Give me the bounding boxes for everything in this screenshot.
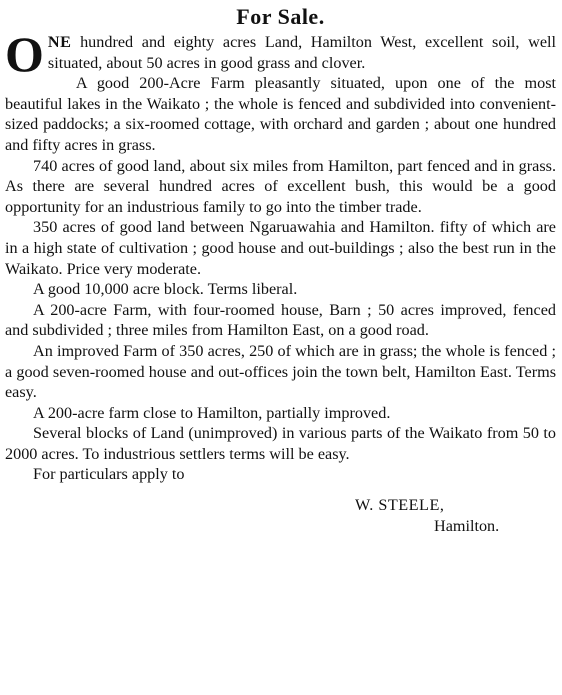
paragraph-1-text: hundred and eighty acres Land, Hamilton West, excellent soil, well situated, about 50 acres in good grass and clover.: [47, 33, 556, 72]
advertisement: [0, 4, 562, 695]
paragraph-5: A good 10,000 acre block. Terms liberal.: [33, 280, 298, 299]
drop-cap: O: [5, 26, 44, 82]
paragraph-6: A 200-acre Farm, with four-roomed house, Barn ; 50 acres improved, fenced and subdivided ; three miles from Hamilton East, on a good road.: [5, 300, 556, 340]
paragraph-7: An improved Farm of 350 acres, 250 of which are in grass; the whole is fenced ; a good seven-roomed house and out-offices join the town belt, Hamilton East. Terms easy.: [5, 341, 556, 402]
signature-place: Hamilton.: [434, 516, 500, 535]
paragraph-2: A good 200-Acre Farm pleasantly situated, upon one of the most beautiful lakes in the Waikato ; the whole is fenced and subdivided into convenient-sized paddocks; a six-roomed cottage, with orchard and garden ; about one hundred and fifty acres in grass.: [5, 74, 556, 154]
paragraph-4: 350 acres of good land between Ngaruawahia and Hamilton. fifty of which are in a high state of cultivation ; good house and out-buildings ; also the best run in the Waikato. Price very moderate.: [5, 218, 556, 278]
paragraph-10: For particulars apply to: [33, 465, 185, 484]
paragraph-1: [5, 26, 556, 82]
lead-word: NE: [47, 33, 72, 51]
ad-title: For Sale.: [236, 4, 325, 29]
paragraph-8: A 200-acre farm close to Hamilton, partially improved.: [33, 403, 391, 422]
signature-name: W. STEELE,: [355, 496, 445, 515]
paragraph-3: 740 acres of good land, about six miles from Hamilton, part fenced and in grass. As there are several hundred acres of excellent bush, this would be a good opportunity for an industrious family to go into the timber trade.: [5, 156, 556, 216]
paragraph-9: Several blocks of Land (unimproved) in various parts of the Waikato from 50 to 2000 acres. To industrious settlers terms will be easy.: [5, 424, 556, 463]
